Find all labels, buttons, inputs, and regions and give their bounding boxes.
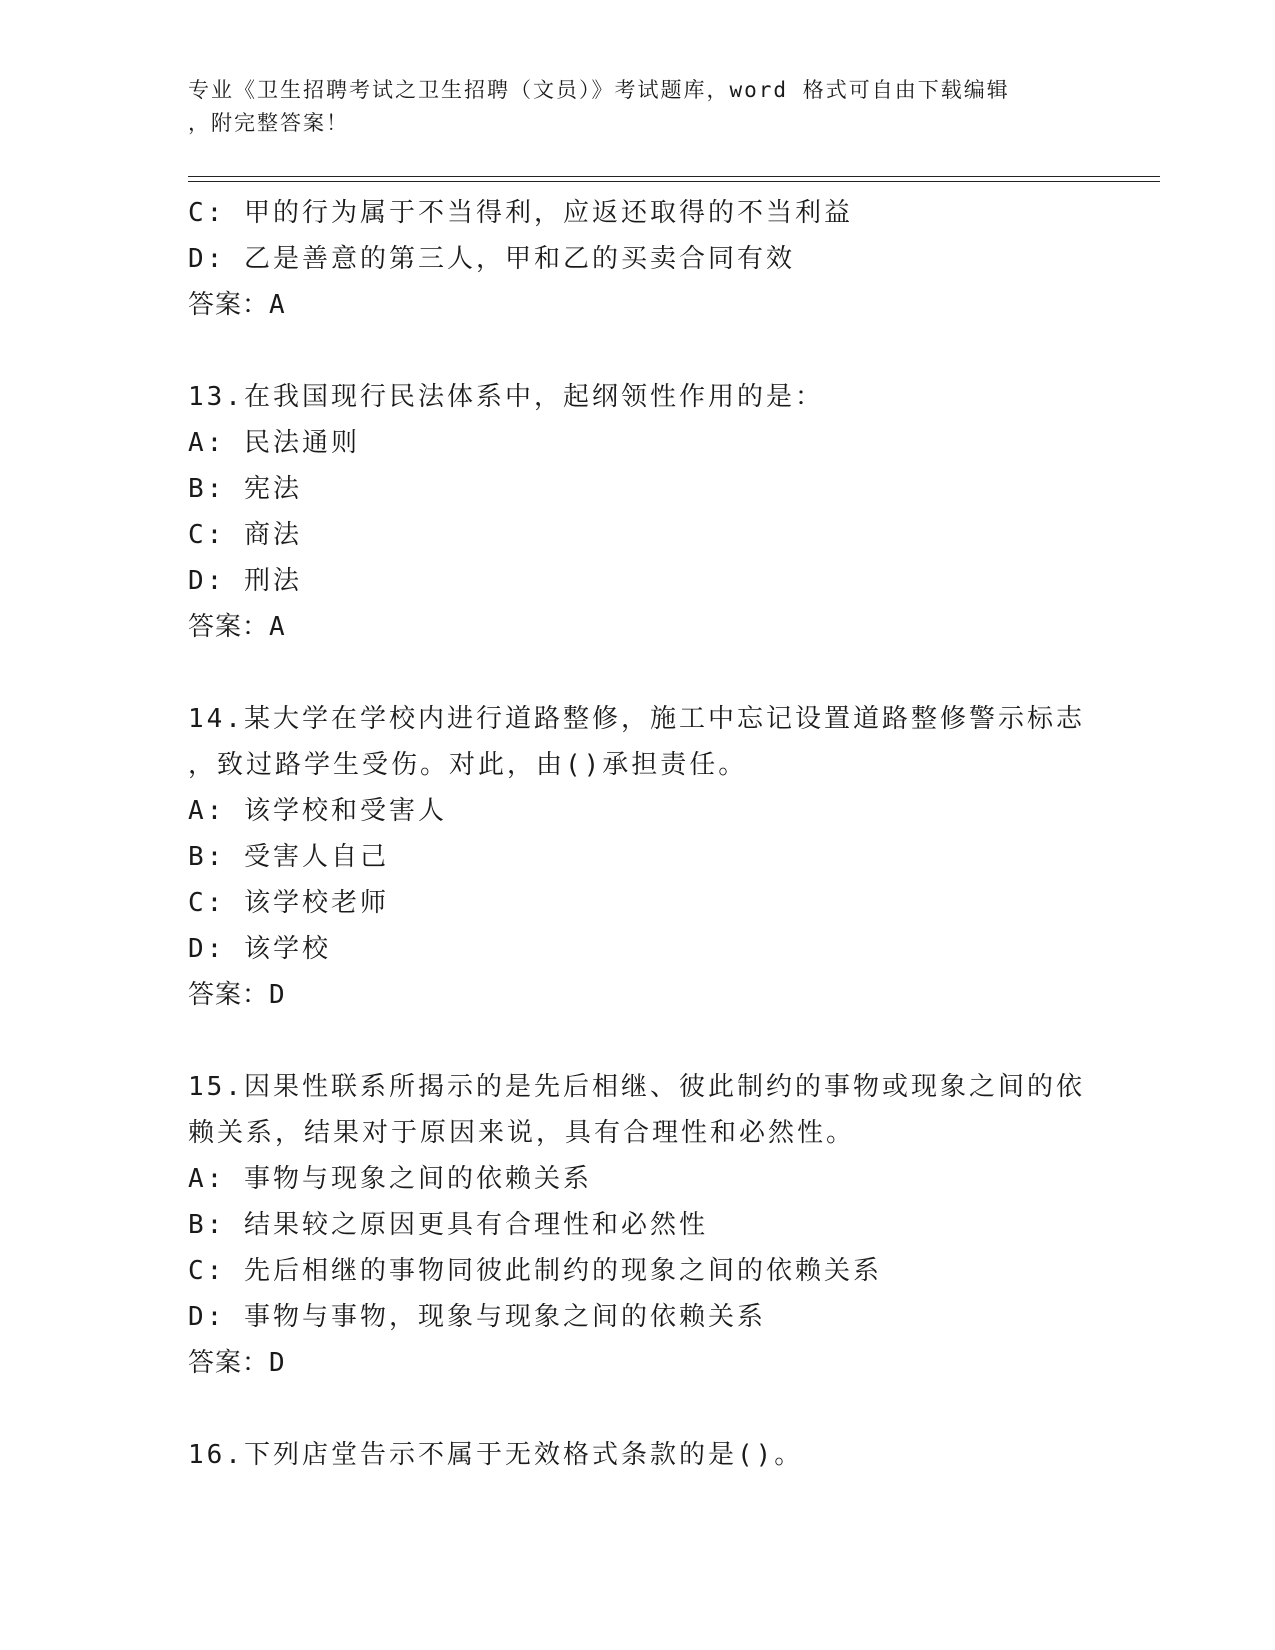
question-text-line-2: ，致过路学生受伤。对此，由()承担责任。 <box>188 750 748 780</box>
question-text-line-2: 赖关系，结果对于原因来说，具有合理性和必然性。 <box>188 1118 856 1148</box>
question-text-line-1: 15.因果性联系所揭示的是先后相继、彼此制约的事物或现象之间的依 <box>188 1072 1085 1102</box>
document-body <box>188 190 1088 1478</box>
option-a: A: 事物与现象之间的依赖关系 <box>188 1164 592 1194</box>
option-c: C: 商法 <box>188 520 302 550</box>
option-b: B: 宪法 <box>188 474 302 504</box>
option-c: C: 甲的行为属于不当得利，应返还取得的不当利益 <box>188 198 853 228</box>
prev-question-tail <box>188 190 1088 328</box>
header-line-2: ，附完整答案！ <box>188 111 349 135</box>
question-14 <box>188 696 1088 1018</box>
option-d: D: 事物与事物，现象与现象之间的依赖关系 <box>188 1302 766 1332</box>
option-d: D: 乙是善意的第三人，甲和乙的买卖合同有效 <box>188 244 795 274</box>
question-16 <box>188 1432 1088 1478</box>
option-c: C: 先后相继的事物同彼此制约的现象之间的依赖关系 <box>188 1256 882 1286</box>
answer: 答案：A <box>188 290 286 320</box>
answer: 答案：D <box>188 1348 286 1378</box>
question-13 <box>188 374 1088 650</box>
option-c: C: 该学校老师 <box>188 888 389 918</box>
question-text-line-1: 14.某大学在学校内进行道路整修，施工中忘记设置道路整修警示标志 <box>188 704 1085 734</box>
question-text: 16.下列店堂告示不属于无效格式条款的是()。 <box>188 1440 804 1470</box>
option-d: D: 刑法 <box>188 566 302 596</box>
option-a: A: 民法通则 <box>188 428 360 458</box>
page-header <box>188 74 1068 140</box>
answer: 答案：D <box>188 980 286 1010</box>
option-d: D: 该学校 <box>188 934 331 964</box>
option-a: A: 该学校和受害人 <box>188 796 447 826</box>
question-text: 13.在我国现行民法体系中，起纲领性作用的是： <box>188 382 824 412</box>
option-b: B: 受害人自己 <box>188 842 389 872</box>
header-divider <box>188 176 1160 182</box>
question-15 <box>188 1064 1088 1386</box>
option-b: B: 结果较之原因更具有合理性和必然性 <box>188 1210 708 1240</box>
answer: 答案：A <box>188 612 286 642</box>
header-line-1: 专业《卫生招聘考试之卫生招聘（文员）》考试题库，word 格式可自由下载编辑 <box>188 78 1010 102</box>
